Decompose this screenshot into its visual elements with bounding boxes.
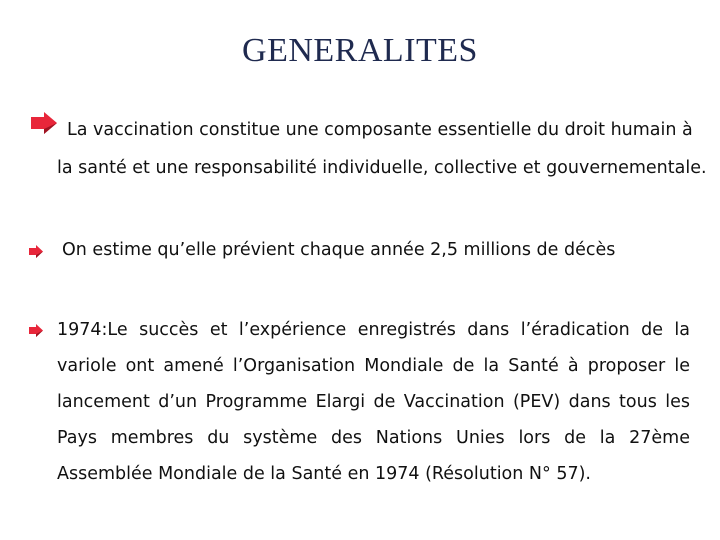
arrow-right-icon xyxy=(29,324,43,337)
bullet-3-text: 1974:Le succès et l’expérience enregistrés dans l’éradication de la variole ont amené l’Organisation Mondiale de la Santé à proposer le lancement d’un Programme Elargi de Vaccination (PEV) dans tous les Pays membres du système des Nations Unies lors de la 27ème Assemblée Mondiale de la Santé en 1974 (Résolution N° 57). xyxy=(57,320,690,484)
bullet-1-line-2: la santé et une responsabilité individuelle, collective et gouvernementale. xyxy=(57,158,707,178)
bullet-1-line-1: La vaccination constitue une composante essentielle du droit humain à xyxy=(67,120,693,140)
arrow-right-icon xyxy=(31,112,57,134)
arrow-right-icon xyxy=(29,245,43,258)
bullet-2-text: On estime qu’elle prévient chaque année 2,5 millions de décès xyxy=(62,240,616,260)
slide-title: GENERALITES xyxy=(242,32,478,69)
